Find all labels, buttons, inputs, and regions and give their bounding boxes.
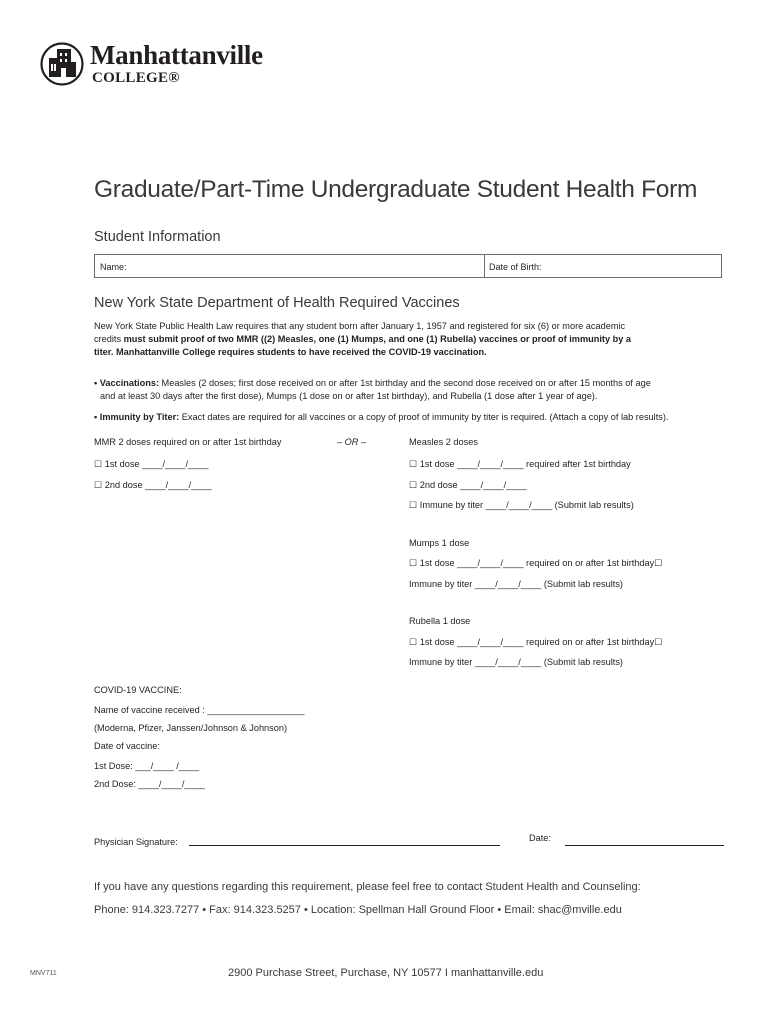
- measles-heading: Measles 2 doses: [409, 437, 478, 447]
- rubella-heading: Rubella 1 dose: [409, 616, 471, 626]
- bullet-vaccinations: • Vaccinations: Measles (2 doses; first dose received on or after 1st birthday and the second dose received on or after 15 months of age: [94, 378, 651, 388]
- covid-heading: COVID-19 VACCINE:: [94, 685, 182, 695]
- dob-field[interactable]: Date of Birth:: [489, 262, 542, 272]
- mmr-dose-2[interactable]: ☐ 2nd dose ____/____/____: [94, 480, 212, 490]
- logo-wordmark: Manhattanville: [90, 40, 263, 70]
- intro-line-2: credits must submit proof of two MMR ((2) Measles, one (1) Mumps, and one (1) Rubella) vaccines or proof of immunity by a: [94, 334, 632, 344]
- footer-address: 2900 Purchase Street, Purchase, NY 10577 I manhattanville.edu: [228, 967, 544, 979]
- vaccines-heading: New York State Department of Health Required Vaccines: [94, 295, 460, 311]
- student-info-heading: Student Information: [94, 229, 221, 245]
- mmr-heading: MMR 2 doses required on or after 1st birthday: [94, 437, 282, 447]
- rubella-titer[interactable]: Immune by titer ____/____/____ (Submit lab results): [409, 657, 623, 667]
- covid-brands: (Moderna, Pfizer, Janssen/Johnson & Johnson): [94, 723, 288, 733]
- or-separator: – OR –: [337, 437, 367, 447]
- measles-titer[interactable]: ☐ Immune by titer ____/____/____ (Submit lab results): [409, 500, 634, 510]
- mumps-heading: Mumps 1 dose: [409, 538, 470, 548]
- bullet-titer: • Immunity by Titer: Exact dates are required for all vaccines or a copy of proof of immunity by titer is required. (Attach a copy of lab results).: [94, 412, 669, 422]
- intro-line-3: titer. Manhattanville College requires students to have received the COVID-19 vaccination.: [94, 347, 487, 357]
- intro-line-1: New York State Public Health Law requires that any student born after January 1, 1957 and registered for six (6) or more academic: [94, 321, 626, 331]
- page-title: Graduate/Part-Time Undergraduate Student Health Form: [94, 176, 698, 203]
- name-field[interactable]: Name:: [100, 262, 127, 272]
- contact-question: If you have any questions regarding this requirement, please feel free to contact Student Health and Counseling:: [94, 881, 641, 893]
- covid-dose-1[interactable]: 1st Dose: ___/____ /____: [94, 761, 200, 771]
- contact-details: Phone: 914.323.7277 • Fax: 914.323.5257 • Location: Spellman Hall Ground Floor • Email: shac@mville.edu: [94, 904, 622, 916]
- college-seal-icon: [40, 42, 84, 86]
- physician-signature-line[interactable]: [189, 845, 500, 846]
- logo-subtitle: COLLEGE®: [92, 70, 180, 86]
- bullet-vaccinations-cont: and at least 30 days after the first dose), Mumps (1 dose on or after 1st birthday), and Rubella (1 dose after 1 year of age).: [100, 391, 598, 401]
- measles-dose-1[interactable]: ☐ 1st dose ____/____/____ required after 1st birthday: [409, 459, 631, 469]
- student-info-box: [94, 254, 722, 278]
- covid-vaccine-name[interactable]: Name of vaccine received : ___________________: [94, 705, 305, 715]
- date-line[interactable]: [565, 845, 724, 846]
- measles-dose-2[interactable]: ☐ 2nd dose ____/____/____: [409, 480, 527, 490]
- rubella-dose-1[interactable]: ☐ 1st dose ____/____/____ required on or after 1st birthday☐: [409, 637, 663, 647]
- mumps-titer[interactable]: Immune by titer ____/____/____ (Submit lab results): [409, 579, 623, 589]
- form-code: MNV711: [30, 970, 57, 977]
- covid-date-label: Date of vaccine:: [94, 741, 160, 751]
- physician-signature-label: Physician Signature:: [94, 837, 178, 847]
- mumps-dose-1[interactable]: ☐ 1st dose ____/____/____ required on or after 1st birthday☐: [409, 558, 663, 568]
- covid-dose-2[interactable]: 2nd Dose: ____/____/____: [94, 779, 205, 789]
- date-label: Date:: [529, 833, 551, 843]
- mmr-dose-1[interactable]: ☐ 1st dose ____/____/____: [94, 459, 209, 469]
